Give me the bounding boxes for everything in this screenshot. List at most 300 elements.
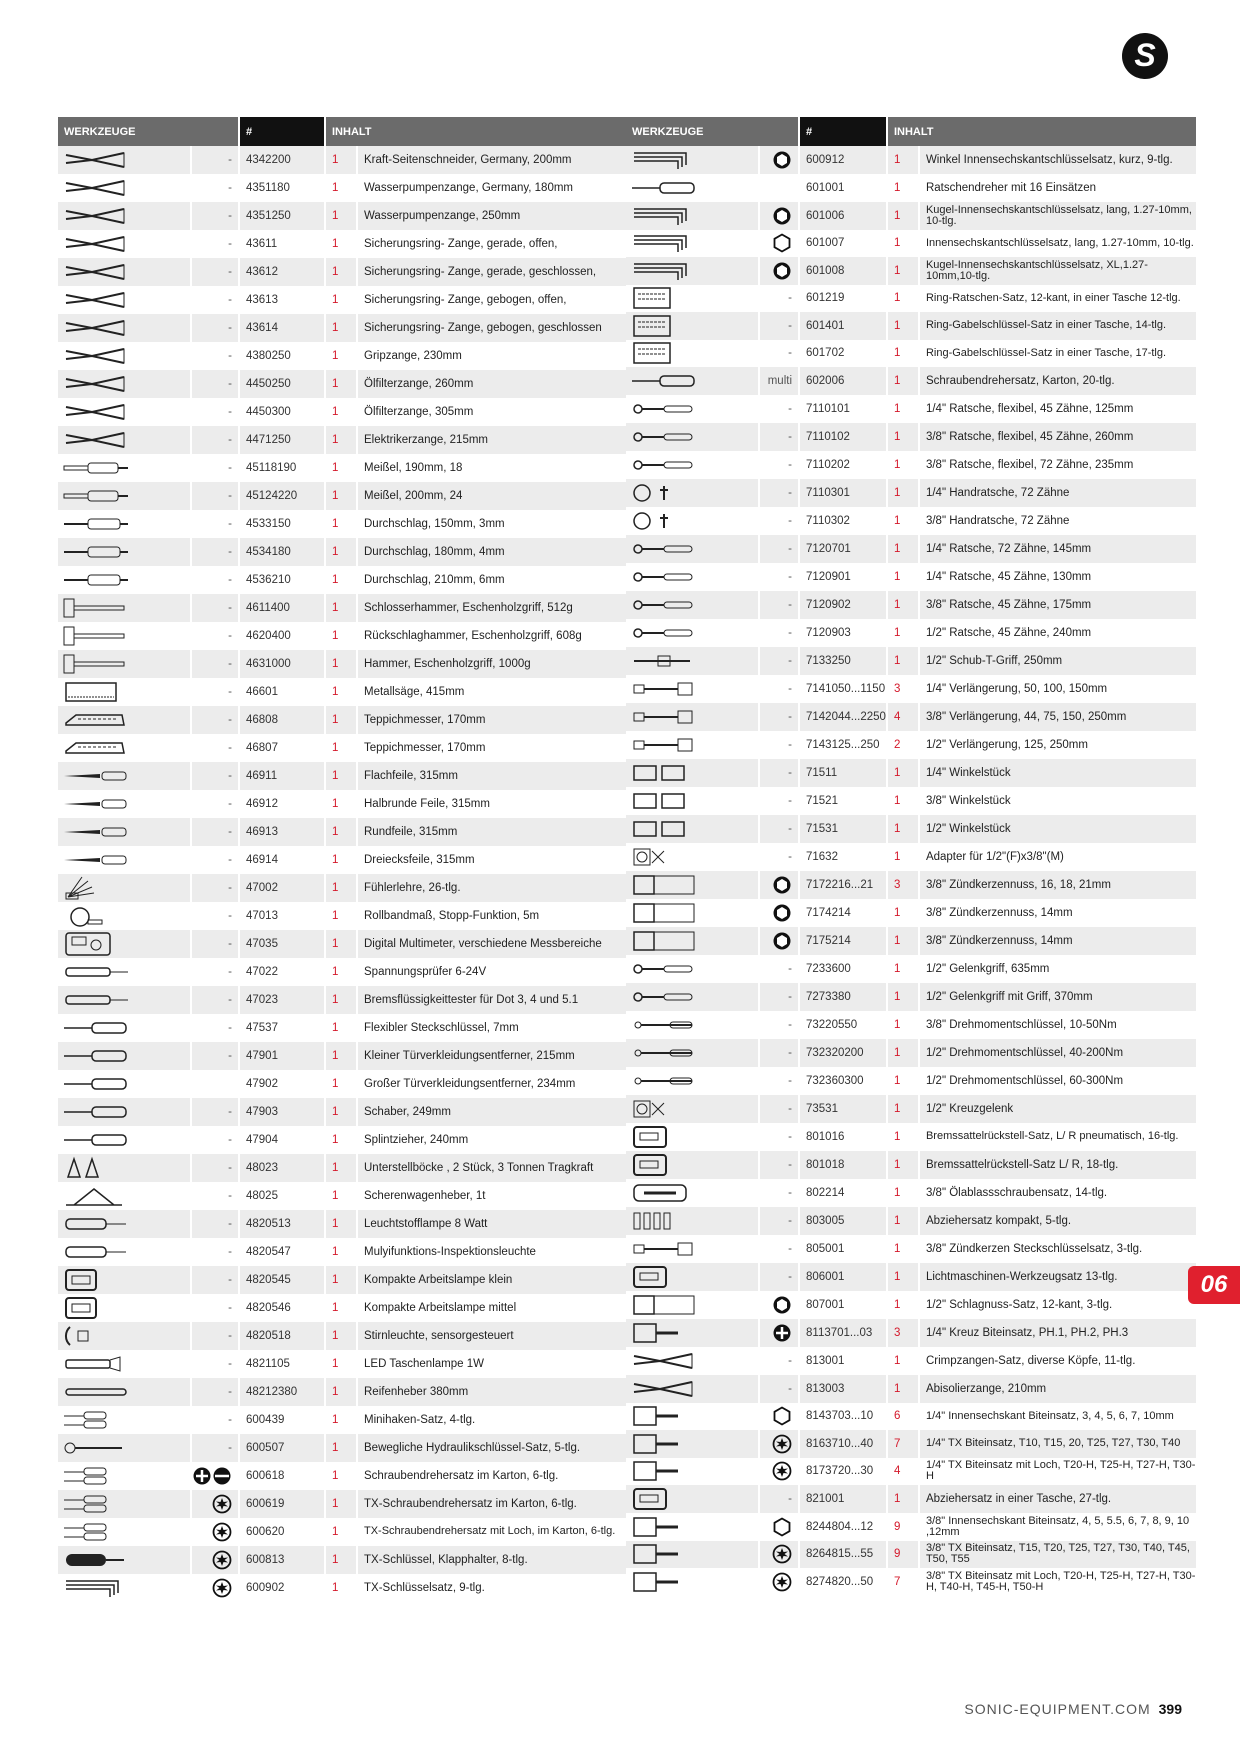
content-description xyxy=(920,731,1198,759)
article-number: 7110102 xyxy=(800,423,888,451)
table-row xyxy=(626,1375,1198,1403)
table-row xyxy=(58,1266,643,1294)
table-row xyxy=(626,1067,1198,1095)
content-description xyxy=(358,1406,643,1434)
description-text: Rückschlaghammer, Eschenholzgriff, 608g xyxy=(364,630,582,642)
table-row xyxy=(626,899,1198,927)
article-number: 8143703...10 xyxy=(800,1403,888,1431)
content-description xyxy=(358,1126,643,1154)
article-number: 7120902 xyxy=(800,591,888,619)
hexo-icon xyxy=(772,233,792,253)
quantity: 1 xyxy=(326,1518,358,1546)
article-number: 48212380 xyxy=(240,1378,326,1406)
description-text: Dreiecksfeile, 315mm xyxy=(364,854,475,866)
hex-icon xyxy=(772,903,792,923)
quantity: 1 xyxy=(326,1098,358,1126)
table-row xyxy=(58,454,643,482)
tool-image xyxy=(626,507,760,535)
content-description xyxy=(358,230,643,258)
content-description xyxy=(358,734,643,762)
quantity: 7 xyxy=(888,1430,920,1458)
content-description xyxy=(920,1151,1198,1179)
article-number: 601702 xyxy=(800,340,888,368)
tool-image xyxy=(626,703,760,731)
tool-image xyxy=(626,230,760,258)
description-text: Unterstellböcke , 2 Stück, 3 Tonnen Tragkraft xyxy=(364,1162,594,1174)
article-number: 4820518 xyxy=(240,1322,326,1350)
head-type: - xyxy=(192,538,240,566)
head-type: - xyxy=(760,983,800,1011)
table-row xyxy=(58,818,643,846)
table-row xyxy=(626,591,1198,619)
content-description xyxy=(358,174,643,202)
content-description xyxy=(920,451,1198,479)
head-type: - xyxy=(192,762,240,790)
description-text: 1/4" Ratsche, 72 Zähne, 145mm xyxy=(925,543,1092,555)
quantity: 3 xyxy=(888,871,920,899)
quantity: 1 xyxy=(326,454,358,482)
tool-image xyxy=(58,1210,192,1238)
content-description xyxy=(920,1568,1198,1596)
description-text: Ölfilterzange, 260mm xyxy=(364,378,474,390)
head-type: - xyxy=(192,706,240,734)
tool-image xyxy=(626,1151,760,1179)
description-text: Durchschlag, 180mm, 4mm xyxy=(364,546,505,558)
article-number: 46601 xyxy=(240,678,326,706)
table-row xyxy=(626,507,1198,535)
tool-image xyxy=(626,451,760,479)
tool-image xyxy=(58,342,192,370)
quantity: 1 xyxy=(888,1375,920,1403)
content-description xyxy=(920,202,1198,230)
content-description xyxy=(920,1179,1198,1207)
article-number: 8163710...40 xyxy=(800,1430,888,1458)
content-description xyxy=(920,312,1198,340)
description-text: 3/8" Handratsche, 72 Zähne xyxy=(925,515,1070,527)
col-header-number: # xyxy=(800,117,888,146)
content-description xyxy=(920,1430,1198,1458)
article-number: 43613 xyxy=(240,286,326,314)
article-number: 47902 xyxy=(240,1070,326,1098)
table-row xyxy=(58,1434,643,1462)
tool-image xyxy=(626,899,760,927)
content-description xyxy=(358,1238,643,1266)
quantity: 1 xyxy=(888,146,920,174)
table-row xyxy=(58,1546,643,1574)
quantity: 1 xyxy=(326,1434,358,1462)
content-description xyxy=(358,790,643,818)
content-description xyxy=(358,1042,643,1070)
content-description xyxy=(920,479,1198,507)
quantity: 1 xyxy=(326,1126,358,1154)
head-type: - xyxy=(760,1067,800,1095)
article-number: 46808 xyxy=(240,706,326,734)
table-row xyxy=(626,1568,1198,1596)
article-number: 48023 xyxy=(240,1154,326,1182)
head-type: - xyxy=(192,1098,240,1126)
head-type: - xyxy=(760,423,800,451)
description-text: 1/2" Drehmomentschlüssel, 40-200Nm xyxy=(925,1047,1124,1059)
tool-image xyxy=(626,423,760,451)
tool-image xyxy=(626,1319,760,1347)
article-number: 7273380 xyxy=(800,983,888,1011)
table-row xyxy=(58,538,643,566)
article-number: 600902 xyxy=(240,1574,326,1602)
article-number: 47904 xyxy=(240,1126,326,1154)
head-type xyxy=(192,1574,240,1602)
description-text: 3/8" Drehmomentschlüssel, 10-50Nm xyxy=(925,1019,1117,1031)
quantity: 1 xyxy=(888,174,920,202)
article-number: 600619 xyxy=(240,1490,326,1518)
table-row xyxy=(58,986,643,1014)
head-type: - xyxy=(760,1039,800,1067)
content-description xyxy=(920,535,1198,563)
content-description xyxy=(920,871,1198,899)
quantity: 1 xyxy=(326,930,358,958)
content-description xyxy=(358,538,643,566)
description-text: 1/2" Verlängerung, 125, 250mm xyxy=(925,739,1088,751)
head-type: - xyxy=(760,340,800,368)
article-number: 4620400 xyxy=(240,622,326,650)
right-table-body xyxy=(626,146,1198,1596)
article-number: 601001 xyxy=(800,174,888,202)
description-text: 3/8" TX Biteinsatz, T15, T20, T25, T27, T30, T40, T45, T50, T55 xyxy=(925,1542,1190,1566)
quantity: 1 xyxy=(326,1406,358,1434)
article-number: 4611400 xyxy=(240,594,326,622)
table-row xyxy=(58,1490,643,1518)
description-text: Crimpzangen-Satz, diverse Köpfe, 11-tlg. xyxy=(925,1354,1136,1367)
article-number: 8113701...03 xyxy=(800,1319,888,1347)
content-description xyxy=(920,563,1198,591)
table-row xyxy=(626,174,1198,202)
article-number: 46807 xyxy=(240,734,326,762)
head-type xyxy=(192,1490,240,1518)
tool-image xyxy=(626,202,760,230)
article-number: 801018 xyxy=(800,1151,888,1179)
tool-image xyxy=(626,395,760,423)
description-text: Durchschlag, 150mm, 3mm xyxy=(364,518,505,530)
content-description xyxy=(358,1490,643,1518)
tool-image xyxy=(58,706,192,734)
article-number: 47035 xyxy=(240,930,326,958)
content-description xyxy=(920,1347,1198,1375)
head-type: - xyxy=(760,647,800,675)
description-text: Schaber, 249mm xyxy=(364,1106,451,1118)
content-description xyxy=(358,1210,643,1238)
article-number: 7133250 xyxy=(800,647,888,675)
tool-image xyxy=(58,510,192,538)
article-number: 7110301 xyxy=(800,479,888,507)
table-row xyxy=(626,340,1198,368)
quantity: 1 xyxy=(326,790,358,818)
description-text: Abziehersatz in einer Tasche, 27-tlg. xyxy=(925,1493,1112,1505)
tool-image xyxy=(58,426,192,454)
tool-image xyxy=(58,594,192,622)
article-number: 4351250 xyxy=(240,202,326,230)
content-description xyxy=(358,398,643,426)
quantity: 1 xyxy=(326,1546,358,1574)
tool-image xyxy=(58,1378,192,1406)
quantity: 1 xyxy=(888,899,920,927)
table-row xyxy=(626,535,1198,563)
table-row xyxy=(626,843,1198,871)
head-type xyxy=(760,1430,800,1458)
article-number: 71511 xyxy=(800,759,888,787)
head-type: - xyxy=(192,370,240,398)
quantity: 1 xyxy=(888,340,920,368)
article-number: 601007 xyxy=(800,230,888,258)
quantity: 1 xyxy=(888,983,920,1011)
quantity: 1 xyxy=(326,1154,358,1182)
table-row xyxy=(58,1098,643,1126)
content-description xyxy=(920,1291,1198,1319)
head-type: - xyxy=(192,510,240,538)
table-row xyxy=(58,510,643,538)
tool-image xyxy=(626,1513,760,1541)
table-row xyxy=(58,1462,643,1490)
tool-image xyxy=(58,174,192,202)
content-description xyxy=(920,815,1198,843)
description-text: Kompakte Arbeitslampe mittel xyxy=(364,1302,517,1314)
chapter-tab: 06 xyxy=(1188,1266,1240,1304)
head-type: - xyxy=(192,1378,240,1406)
tool-image xyxy=(58,1266,192,1294)
description-text: 3/8" Innensechskant Biteinsatz, 4, 5, 5.5, 6, 7, 8, 9, 10 ,12mm xyxy=(925,1514,1190,1538)
quantity: 1 xyxy=(888,395,920,423)
quantity: 1 xyxy=(326,902,358,930)
table-row xyxy=(58,230,643,258)
description-text: TX-Schraubendrehersatz mit Loch, im Karton, 6-tlg. xyxy=(364,1525,616,1538)
tool-image xyxy=(58,146,192,174)
quantity: 1 xyxy=(326,202,358,230)
tool-image xyxy=(58,1462,192,1490)
table-row xyxy=(626,1235,1198,1263)
table-row xyxy=(626,731,1198,759)
quantity: 1 xyxy=(888,202,920,230)
tool-image xyxy=(626,563,760,591)
tool-image xyxy=(58,790,192,818)
description-text: 1/2" Winkelstück xyxy=(925,823,1011,835)
description-text: Bremssattelrückstell-Satz, L/ R pneumatisch, 16-tlg. xyxy=(925,1130,1179,1143)
description-text: 1/4" Kreuz Biteinsatz, PH.1, PH.2, PH.3 xyxy=(925,1326,1129,1339)
quantity: 1 xyxy=(888,451,920,479)
head-type: - xyxy=(760,619,800,647)
head-type: - xyxy=(192,790,240,818)
quantity: 1 xyxy=(326,314,358,342)
col-header-content: INHALT xyxy=(326,117,643,146)
content-description xyxy=(358,1462,643,1490)
quantity: 1 xyxy=(326,566,358,594)
description-text: 1/4" Ratsche, flexibel, 45 Zähne, 125mm xyxy=(925,403,1134,415)
table-row xyxy=(626,1513,1198,1541)
content-description xyxy=(358,818,643,846)
table-row xyxy=(626,230,1198,258)
article-number: 4820513 xyxy=(240,1210,326,1238)
content-description xyxy=(358,1518,643,1546)
head-type: - xyxy=(192,202,240,230)
table-row xyxy=(626,1430,1198,1458)
table-row xyxy=(58,1406,643,1434)
article-number: 8244804...12 xyxy=(800,1513,888,1541)
torxh-icon xyxy=(212,1522,232,1542)
article-number: 600813 xyxy=(240,1546,326,1574)
content-description xyxy=(920,899,1198,927)
head-type: - xyxy=(192,426,240,454)
table-row xyxy=(58,902,643,930)
quantity: 1 xyxy=(888,1291,920,1319)
quantity: 2 xyxy=(888,731,920,759)
article-number: 4821105 xyxy=(240,1350,326,1378)
description-text: 1/2" Gelenkgriff mit Griff, 370mm xyxy=(925,991,1093,1003)
article-number: 807001 xyxy=(800,1291,888,1319)
description-text: Digital Multimeter, verschiedene Messbereiche xyxy=(364,938,602,950)
article-number: 4536210 xyxy=(240,566,326,594)
tool-image xyxy=(626,1179,760,1207)
table-row xyxy=(58,678,643,706)
table-row xyxy=(626,1263,1198,1291)
footer xyxy=(964,1701,1182,1717)
article-number: 4820547 xyxy=(240,1238,326,1266)
description-text: 3/8" Zündkerzennuss, 14mm xyxy=(925,907,1073,919)
content-description xyxy=(358,202,643,230)
head-type: - xyxy=(760,535,800,563)
tool-image xyxy=(58,1294,192,1322)
head-type: - xyxy=(192,342,240,370)
article-number: 4471250 xyxy=(240,426,326,454)
tool-image xyxy=(626,1123,760,1151)
head-type xyxy=(760,202,800,230)
quantity: 1 xyxy=(888,1011,920,1039)
head-type xyxy=(192,1070,240,1098)
article-number: 71531 xyxy=(800,815,888,843)
content-description xyxy=(920,395,1198,423)
description-text: Hammer, Eschenholzgriff, 1000g xyxy=(364,658,531,670)
description-text: Leuchtstofflampe 8 Watt xyxy=(364,1218,488,1230)
description-text: Abisolierzange, 210mm xyxy=(925,1382,1047,1395)
quantity: 1 xyxy=(888,927,920,955)
tool-image xyxy=(626,340,760,368)
tool-image xyxy=(58,734,192,762)
table-row xyxy=(58,342,643,370)
torx-icon xyxy=(212,1578,232,1598)
head-type: - xyxy=(192,1182,240,1210)
head-type: - xyxy=(192,174,240,202)
article-number: 4380250 xyxy=(240,342,326,370)
description-text: TX-Schraubendrehersatz im Karton, 6-tlg. xyxy=(364,1498,577,1510)
table-row xyxy=(626,1319,1198,1347)
article-number: 805001 xyxy=(800,1235,888,1263)
content-description xyxy=(358,1182,643,1210)
tool-image xyxy=(626,1568,760,1596)
table-row xyxy=(626,563,1198,591)
quantity: 3 xyxy=(888,1319,920,1347)
quantity: 1 xyxy=(326,622,358,650)
head-type: - xyxy=(192,930,240,958)
quantity: 1 xyxy=(888,1347,920,1375)
article-number: 732360300 xyxy=(800,1067,888,1095)
content-description xyxy=(358,370,643,398)
article-number: 803005 xyxy=(800,1207,888,1235)
content-description xyxy=(358,454,643,482)
content-description xyxy=(358,566,643,594)
content-description xyxy=(358,1154,643,1182)
description-text: Bremsflüssigkeittester für Dot 3, 4 und 5.1 xyxy=(364,994,579,1006)
head-type xyxy=(760,230,800,258)
content-description xyxy=(920,174,1198,202)
head-type xyxy=(760,1541,800,1569)
head-type xyxy=(760,927,800,955)
article-number: 7120903 xyxy=(800,619,888,647)
description-text: 1/4" Winkelstück xyxy=(925,767,1011,779)
table-row xyxy=(626,1123,1198,1151)
content-description xyxy=(920,1095,1198,1123)
head-type xyxy=(760,1568,800,1596)
head-type: - xyxy=(760,759,800,787)
content-description xyxy=(358,650,643,678)
content-description xyxy=(358,258,643,286)
article-number: 46911 xyxy=(240,762,326,790)
quantity: 1 xyxy=(888,479,920,507)
article-number: 4533150 xyxy=(240,510,326,538)
quantity: 6 xyxy=(888,1403,920,1431)
description-text: Lichtmaschinen-Werkzeugsatz 13-tlg. xyxy=(925,1270,1118,1283)
description-text: Durchschlag, 210mm, 6mm xyxy=(364,574,505,586)
description-text: Abziehersatz kompakt, 5-tlg. xyxy=(925,1214,1072,1227)
tool-image xyxy=(58,1042,192,1070)
description-text: 3/8" Winkelstück xyxy=(925,795,1011,807)
tool-image xyxy=(626,174,760,202)
description-text: Innensechskantschlüsselsatz, lang, 1.27-10mm, 10-tlg. xyxy=(925,236,1194,249)
head-type: - xyxy=(192,1266,240,1294)
description-text: Kompakte Arbeitslampe klein xyxy=(364,1274,513,1286)
content-description xyxy=(920,1403,1198,1431)
article-number: 601006 xyxy=(800,202,888,230)
head-type: - xyxy=(192,454,240,482)
content-description xyxy=(358,622,643,650)
table-row xyxy=(626,787,1198,815)
article-number: 4631000 xyxy=(240,650,326,678)
content-description xyxy=(358,930,643,958)
content-description xyxy=(920,1485,1198,1513)
tool-image xyxy=(58,1546,192,1574)
description-text: Meißel, 200mm, 24 xyxy=(364,490,463,502)
quantity: 1 xyxy=(888,591,920,619)
content-description xyxy=(358,678,643,706)
tool-image xyxy=(58,482,192,510)
description-text: Meißel, 190mm, 18 xyxy=(364,462,463,474)
head-type: - xyxy=(192,1154,240,1182)
table-row xyxy=(58,1518,643,1546)
quantity: 1 xyxy=(888,787,920,815)
quantity: 1 xyxy=(888,312,920,340)
tool-image xyxy=(58,1070,192,1098)
tool-image xyxy=(58,1154,192,1182)
description-text: Großer Türverkleidungsentferner, 234mm xyxy=(364,1078,576,1090)
description-text: 3/8" Zündkerzennuss, 14mm xyxy=(925,935,1073,947)
article-number: 8264815...55 xyxy=(800,1541,888,1569)
table-row xyxy=(58,1210,643,1238)
logo-letter: S xyxy=(1134,37,1156,73)
description-text: Kleiner Türverkleidungsentferner, 215mm xyxy=(364,1050,575,1062)
tool-image xyxy=(58,1518,192,1546)
page-number: 399 xyxy=(1158,1701,1182,1717)
col-header-tool: WERKZEUGE xyxy=(626,117,800,146)
tool-image xyxy=(58,1126,192,1154)
description-text: Ring-Gabelschlüssel-Satz in einer Tasche, 17-tlg. xyxy=(925,346,1167,359)
article-number: 4820546 xyxy=(240,1294,326,1322)
head-type: - xyxy=(192,566,240,594)
table-row xyxy=(58,1322,643,1350)
